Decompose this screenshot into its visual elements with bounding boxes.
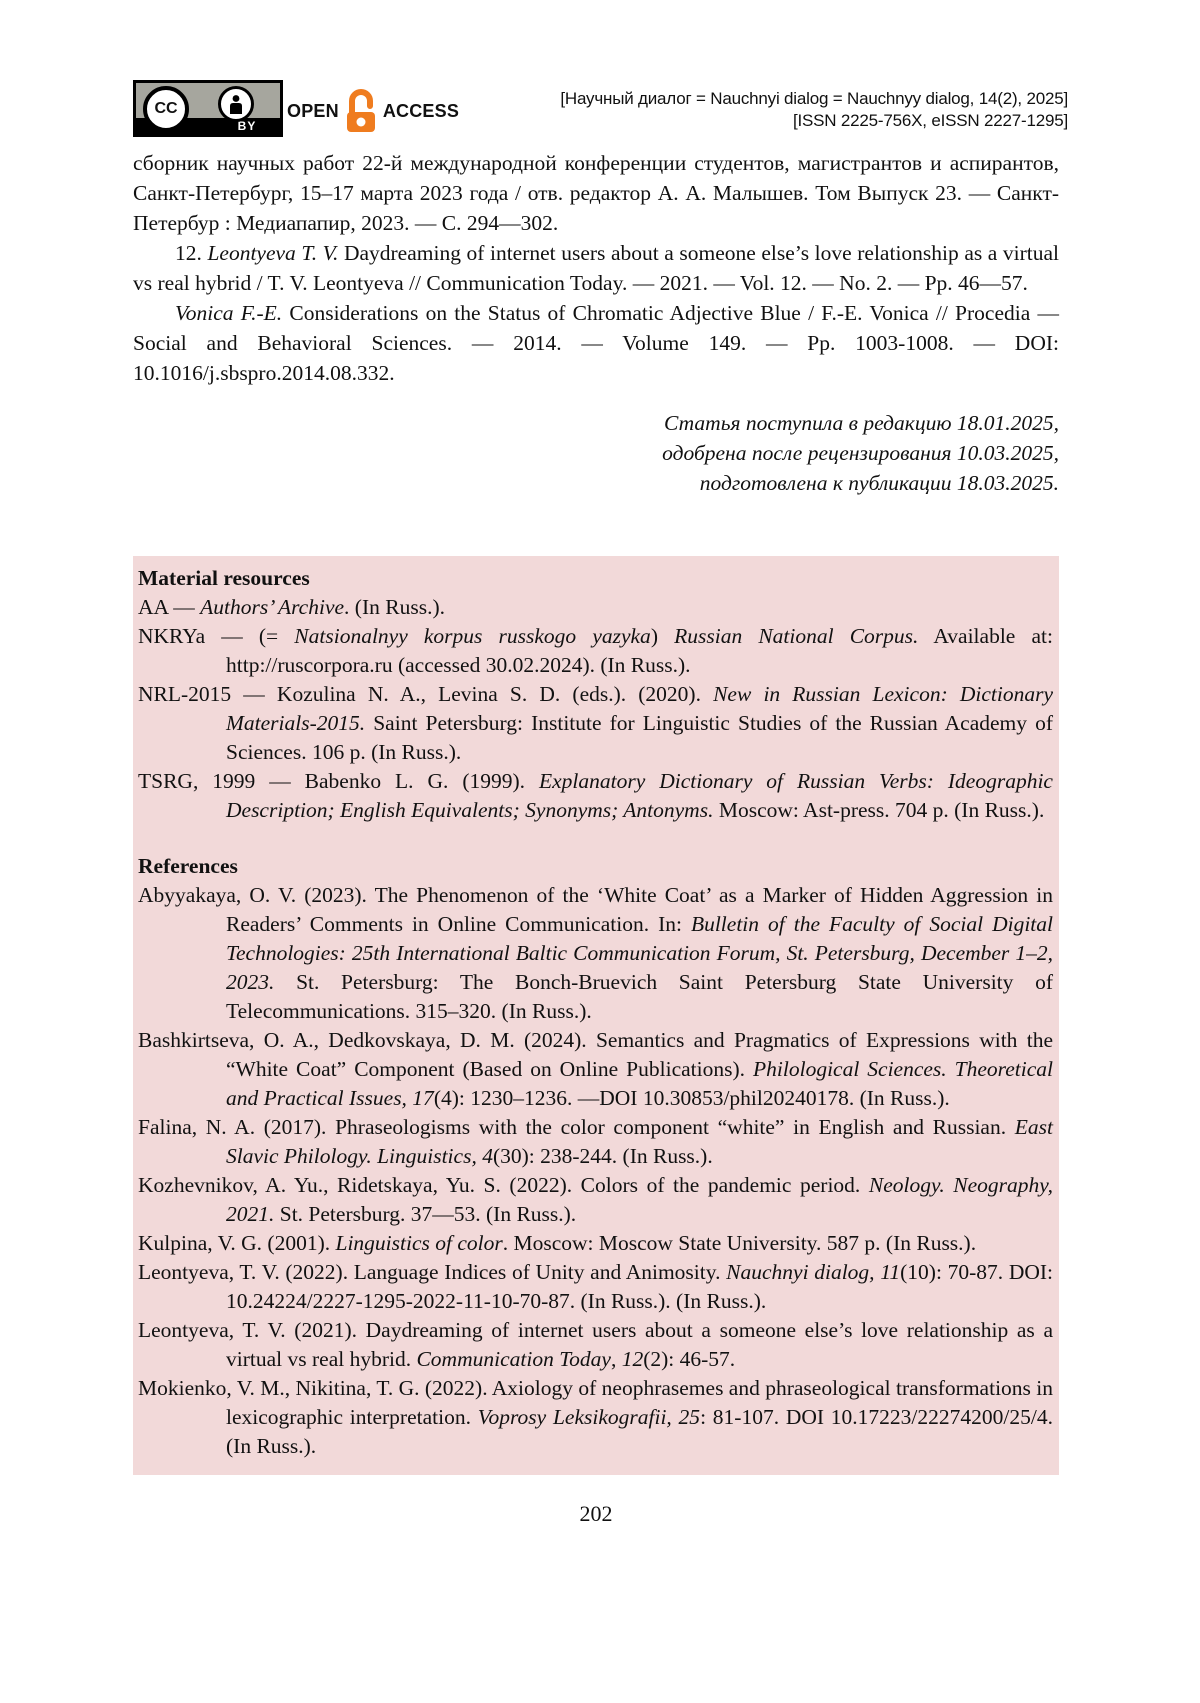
- material-resource-entry: AA — Authors’ Archive. (In Russ.).: [138, 595, 445, 619]
- material-resource-entry: TSRG, 1999 — Babenko L. G. (1999). Explanatory Dictionary of Russian Verbs: Ideographic Description; English Equivalents; Synonyms; Antonyms. Moscow: Ast-press. 704 p. (In Russ.).: [138, 769, 1053, 822]
- reference-entry: Bashkirtseva, O. A., Dedkovskaya, D. M. (2024). Semantics and Pragmatics of Expressions with the “White Coat” Component (Based on Online Publications). Philological Sciences. Theoretical and Practical Issues, 17(4): 1230–1236. —DOI 10.30853/phil20240178. (In Russ.).: [138, 1028, 1053, 1110]
- references-heading: References: [138, 854, 238, 878]
- open-label: OPEN: [287, 100, 339, 121]
- bibliography-paragraph: сборник научных работ 22-й международной конференции студентов, магистрантов и аспирантов, Санкт-Петербург, 15–17 марта 2023 года / отв. редактор А. А. Малышев. Том Выпуск 23. — Санкт-Петербур : Медиапапир, 2023. — С. 294—302.: [133, 151, 1059, 235]
- material-resource-entry: NRL-2015 — Kozulina N. A., Levina S. D. (eds.). (2020). New in Russian Lexicon: Dictionary Materials-2015. Saint Petersburg: Institute for Linguistic Studies of the Russian Academy of Sciences. 106 p. (In Russ.).: [138, 682, 1054, 764]
- received-dates-block: [133, 408, 1059, 498]
- page-number: 202: [579, 1501, 613, 1526]
- received-date-line: одобрена после рецензирования 10.03.2025,: [662, 441, 1059, 465]
- intro-paragraphs: [133, 148, 1059, 388]
- person-icon: [218, 86, 254, 122]
- cc-icon: [143, 86, 189, 132]
- bibliography-paragraph: 12. Leontyeva T. V. Daydreaming of internet users about a someone else’s love relationship as a virtual vs real hybrid / T. V. Leontyeva // Communication Today. — 2021. — Vol. 12. — No. 2. — Pp. 46—57.: [133, 241, 1060, 295]
- access-label: ACCESS: [382, 100, 460, 121]
- open-access-logo: [287, 88, 459, 134]
- material-resources-list: [138, 593, 1053, 825]
- received-date-line: подготовлена к публикации 18.03.2025.: [699, 471, 1059, 495]
- bibliography-paragraph: Vonica F.-E. Considerations on the Status of Chromatic Adjective Blue / F.-E. Vonica // Procedia — Social and Behavioral Sciences. — 2014. — Volume 149. — Pp. 1003-1008. — DOI: 10.1016/j.sbspro.2014.08.332.: [133, 301, 1059, 385]
- cc-by-label: BY: [237, 119, 257, 133]
- reference-entry: Abyyakaya, O. V. (2023). The Phenomenon of the ‘White Coat’ as a Marker of Hidden Aggression in Readers’ Comments in Online Communication. In: Bulletin of the Faculty of Social Digital Technologies: 25th International Baltic Communication Forum, St. Petersburg, December 1–2, 2023. St. Petersburg: The Bonch-Bruevich Saint Petersburg State University of Telecommunications. 315–320. (In Russ.).: [138, 883, 1053, 1023]
- content-column: [133, 148, 1059, 1527]
- reference-entry: Leontyeva, T. V. (2022). Language Indices of Unity and Animosity. Nauchnyi dialog, 11(10): 70-87. DOI: 10.24224/2227-1295-2022-11-10-70-87. (In Russ.). (In Russ.).: [138, 1260, 1054, 1313]
- reference-entry: Falina, N. A. (2017). Phraseologisms with the color component “white” in English and Russian. East Slavic Philology. Linguistics, 4(30): 238-244. (In Russ.).: [138, 1115, 1053, 1168]
- highlighted-bibliography: [133, 556, 1059, 1475]
- references-list: [138, 881, 1053, 1461]
- reference-entry: Kozhevnikov, A. Yu., Ridetskaya, Yu. S. (2022). Colors of the pandemic period. Neology. Neography, 2021. St. Petersburg. 37—53. (In Russ.).: [138, 1173, 1054, 1226]
- material-resources-heading: Material resources: [138, 566, 310, 590]
- issn-line: [ISSN 2225-756X, eISSN 2227-1295]: [792, 111, 1068, 130]
- person-glyph: [227, 94, 245, 114]
- reference-entry: Mokienko, V. M., Nikitina, T. G. (2022). Axiology of neophrasemes and phraseological transformations in lexicographic interpretation. Voprosy Leksikografii, 25: 81-107. DOI 10.17223/22274200/25/4. (In Russ.).: [138, 1376, 1054, 1458]
- journal-title-line: [Научный диалог = Nauchnyi dialog = Nauchnyy dialog, 14(2), 2025]: [560, 89, 1068, 108]
- journal-header: [560, 88, 1068, 132]
- reference-entry: Kulpina, V. G. (2001). Linguistics of color. Moscow: Moscow State University. 587 p. (In Russ.).: [138, 1231, 977, 1255]
- open-lock-icon: [344, 88, 378, 134]
- received-date-line: Статья поступила в редакцию 18.01.2025,: [663, 411, 1059, 435]
- reference-entry: Leontyeva, T. V. (2021). Daydreaming of internet users about a someone else’s love relationship as a virtual vs real hybrid. Communication Today, 12(2): 46-57.: [138, 1318, 1053, 1371]
- cc-letters: CC: [154, 99, 178, 117]
- material-resource-entry: NKRYa — (= Natsionalnyy korpus russkogo yazyka) Russian National Corpus. Available at: http://ruscorpora.ru (accessed 30.02.2024). (In Russ.).: [138, 624, 1053, 677]
- cc-by-badge: [133, 80, 283, 137]
